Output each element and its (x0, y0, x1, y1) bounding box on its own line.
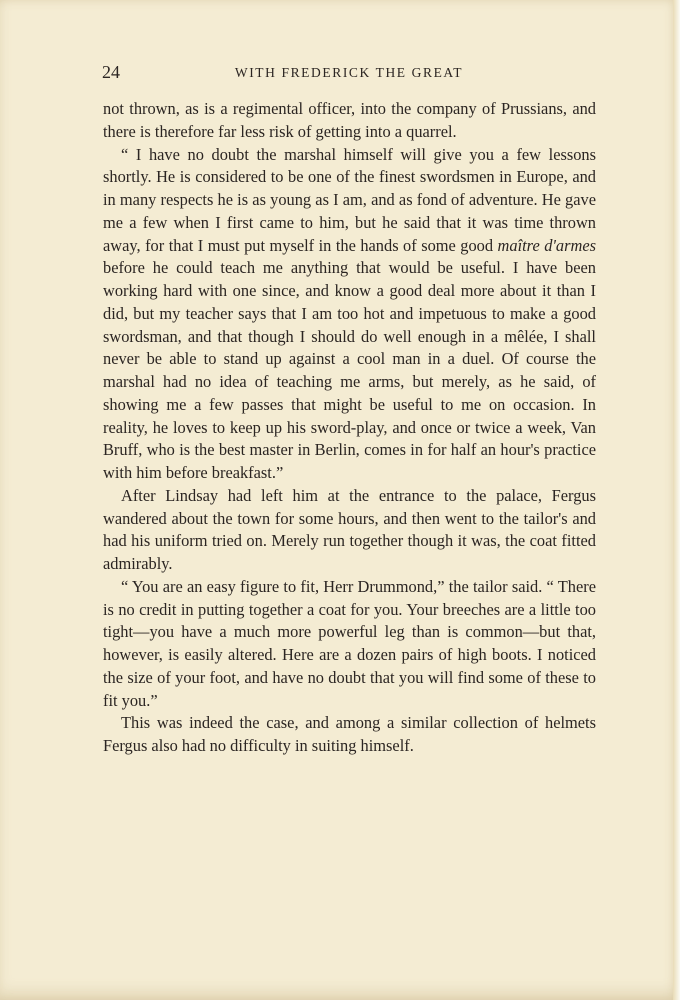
page-edge-shadow (673, 0, 680, 1000)
paragraph-3: After Lindsay had left him at the entrance to the palace, Fergus wandered about the town for some hours, and then went to the tailor's and had his uniform tried on. Merely run together though it was, the coat fitted admirably. (103, 485, 596, 573)
paragraph-2-text-before: “ I have no doubt the marshal himself will give you a few lessons shortly. He is considered to be one of the finest swordsmen in Europe, and in many respects he is as young as I am, and as fond of adventure. He gave me a few when I first came to him, but he said that it was time thrown away, for that I must put myself in the hands of some good (103, 144, 596, 255)
running-title: WITH FREDERICK THE GREAT (234, 65, 464, 80)
paragraph-4: “ You are an easy figure to fit, Herr Drummond,” the tailor said. “ There is no credit in putting together a coat for you. Your breeches are a little too tight—you have a much more powerful leg than is common—but that, however, is easily altered. Here are a dozen pairs of high boots. I noticed the size of your foot, and have no doubt that you will find some of these to fit you.” (103, 576, 596, 710)
page-number: 24 (102, 62, 120, 82)
paragraph-2 (103, 144, 596, 485)
running-header (102, 62, 596, 86)
paragraph-5: This was indeed the case, and among a similar collection of helmets Fergus also had no difficulty in suiting himself. (103, 713, 596, 755)
paragraph-2-text-after: before he could teach me anything that would be useful. I have been working hard with one since, and know a good deal more about it than I did, but my teacher says that I am too hot and impetuous to make a good swordsman, and that though I should do well enough in a mêlée, I shall never be able to stand up against a cool man in a duel. Of course the marshal had no idea of teaching me arms, but merely, as he said, of showing me a few passes that might be useful to me on occasion. In reality, he loves to keep up his sword-play, and once or twice a week, Van Bruff, who is the best master in Berlin, comes in for half an hour's practice with him before breakfast.” (103, 258, 596, 482)
paragraph-2-italic-term: maître d'armes (497, 235, 596, 255)
paragraph-1: not thrown, as is a regimental officer, into the company of Prussians, and there is therefore far less risk of getting into a quarrel. (103, 99, 596, 141)
body-text (103, 98, 596, 758)
